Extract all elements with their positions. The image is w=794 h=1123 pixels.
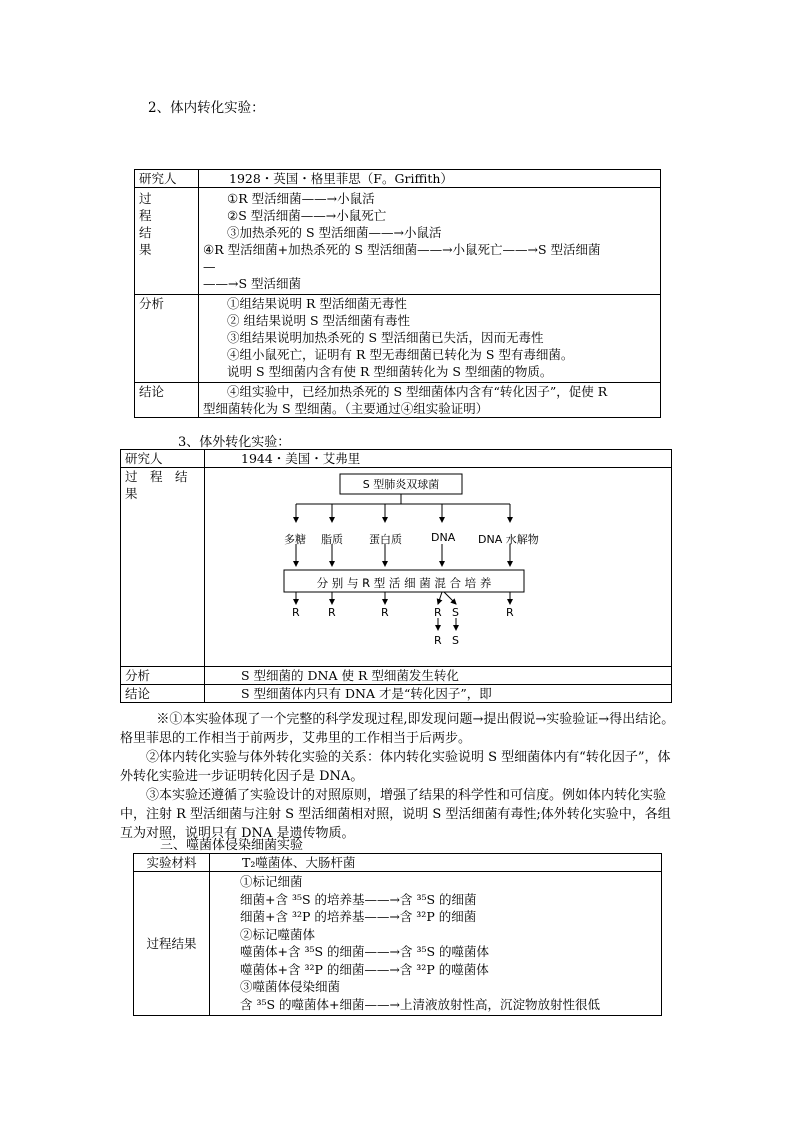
table-row xyxy=(121,685,672,703)
process-line: ②标记噬菌体 xyxy=(240,926,316,942)
process-line: ③噬菌体侵染细菌 xyxy=(240,979,341,994)
analysis-line: ③组结果说明加热杀死的 S 型活细菌已失活，因而无毒性 xyxy=(227,330,544,345)
label-char: 结 xyxy=(139,225,152,240)
label-char: 程 xyxy=(139,208,152,223)
mix-culture-label: 分 别 与 R 型 活 细 菌 混 合 培 养 xyxy=(316,576,492,590)
row-label-researcher: 研究人 xyxy=(135,170,199,188)
note-paragraph-1: ※①本实验体现了一个完整的科学发现过程,即发现问题→提出假说→实验验证→得出结论。格里菲思的工作相当于前两步，艾弗里的工作相当于后两步。 xyxy=(120,712,675,746)
component-label: 蛋白质 xyxy=(369,533,402,546)
section-heading-three: 三、噬菌体侵染细菌实验 xyxy=(160,838,304,853)
phage-table xyxy=(133,853,662,1016)
notes xyxy=(120,710,680,843)
result-line: — xyxy=(203,259,216,274)
result-r: R xyxy=(328,606,336,619)
component-label: 多糖 xyxy=(284,533,306,546)
conclusion-cell xyxy=(199,383,661,418)
row-label-conclusion: 结论 xyxy=(121,685,205,703)
griffith-table xyxy=(134,169,661,418)
analysis-line: 说明 S 型细菌内含有使 R 型细菌转化为 S 型细菌的物质。 xyxy=(227,364,553,379)
table-row xyxy=(135,170,661,188)
result-line: ③加热杀死的 S 型活细菌——→小鼠活 xyxy=(227,225,442,240)
result-line: ②S 型活细菌——→小鼠死亡 xyxy=(227,208,387,223)
analysis-line: ② 组结果说明 S 型活细菌有毒性 xyxy=(227,313,410,328)
process-cell xyxy=(210,872,662,1016)
table-row xyxy=(121,667,672,685)
result-r: R xyxy=(434,606,442,619)
process-line: 细菌+含 ³²P 的培养基——→含 ³²P 的细菌 xyxy=(240,909,477,924)
result-line: ④R 型活细菌+加热杀死的 S 型活细菌——→小鼠死亡——→S 型活细菌 xyxy=(203,242,601,257)
conclusion-value: S 型细菌体内只有 DNA 才是“转化因子”，即 xyxy=(205,685,672,703)
component-label: 脂质 xyxy=(321,533,343,546)
component-label: DNA xyxy=(431,531,456,544)
researcher-value: 1944・美国・艾弗里 xyxy=(205,450,672,468)
process-line: 含 ³⁵S 的噬菌体+细菌——→上清液放射性高，沉淀物放射性很低 xyxy=(240,996,600,1012)
result-r: R xyxy=(506,606,514,619)
label-char: 果 xyxy=(139,242,152,257)
table-row xyxy=(135,295,661,383)
analysis-value: S 型细菌的 DNA 使 R 型细菌发生转化 xyxy=(205,667,672,685)
analysis-line: ①组结果说明 R 型活细菌无毒性 xyxy=(227,296,407,311)
row-label-analysis: 分析 xyxy=(121,667,205,685)
table-row xyxy=(135,188,661,295)
researcher-value: 1928・英国・格里菲思（F。Griffith） xyxy=(199,170,661,188)
note-paragraph-3: ③本实验还遵循了实验设计的对照原则，增强了结果的科学性和可信度。例如体内转化实验中，注射 R 型活细菌与注射 S 型活细菌相对照，说明 S 型活细菌有毒性;体外转化实验中，各组互为对照，说明只有 DNA 是遗传物质。 xyxy=(120,788,671,841)
row-label-materials: 实验材料 xyxy=(134,854,210,872)
table-row xyxy=(121,450,672,468)
arrow xyxy=(444,592,456,604)
row-label-process: 过程结果 xyxy=(134,872,210,1016)
materials-value: T₂噬菌体、大肠杆菌 xyxy=(210,854,662,872)
process-line: ①标记细菌 xyxy=(240,874,303,889)
table-row xyxy=(135,383,661,418)
row-label-conclusion: 结论 xyxy=(135,383,199,418)
row-label-analysis: 分析 xyxy=(135,295,199,383)
process-line: 噬菌体+含 ³²P 的细菌——→含 ³²P 的噬菌体 xyxy=(240,961,489,977)
result-s: S xyxy=(452,606,459,619)
result-r: R xyxy=(434,634,442,647)
table-row xyxy=(134,872,662,1016)
row-label-researcher: 研究人 xyxy=(121,450,205,468)
section-heading-3: 3、体外转化实验： xyxy=(178,435,291,450)
row-label-process: 过 程 结 果 xyxy=(121,468,205,667)
result-line: ①R 型活细菌——→小鼠活 xyxy=(227,191,375,206)
process-line: 噬菌体+含 ³⁵S 的细菌——→含 ³⁵S 的噬菌体 xyxy=(240,944,490,959)
row-label-process xyxy=(135,188,199,295)
transformation-flow-diagram xyxy=(270,470,560,650)
result-s: S xyxy=(452,634,459,647)
table-row xyxy=(134,854,662,872)
process-line: 细菌+含 ³⁵S 的培养基——→含 ³⁵S 的细菌 xyxy=(240,891,477,907)
analysis-line: ④组小鼠死亡，证明有 R 型无毒细菌已转化为 S 型有毒细菌。 xyxy=(227,347,574,362)
label-char: 过 xyxy=(139,191,152,206)
result-r: R xyxy=(292,606,300,619)
conclusion-line: 型细菌转化为 S 型细菌。（主要通过④组实验证明） xyxy=(203,401,489,416)
analysis-cell xyxy=(199,295,661,383)
note-paragraph-2: ②体内转化实验与体外转化实验的关系：体内转化实验说明 S 型细菌体内有“转化因子”，体外转化实验进一步证明转化因子是 DNA。 xyxy=(120,750,671,784)
process-results xyxy=(199,188,661,295)
result-r: R xyxy=(381,606,389,619)
component-label: DNA 水解物 xyxy=(478,533,539,546)
result-line: ——→S 型活细菌 xyxy=(203,276,302,291)
arrow xyxy=(438,592,442,604)
source-bacteria-label: S 型肺炎双球菌 xyxy=(362,478,440,491)
section-heading-2: 2、体内转化实验： xyxy=(148,100,265,116)
conclusion-line: ④组实验中，已经加热杀死的 S 型细菌体内含有“转化因子”，促使 R xyxy=(227,384,608,399)
